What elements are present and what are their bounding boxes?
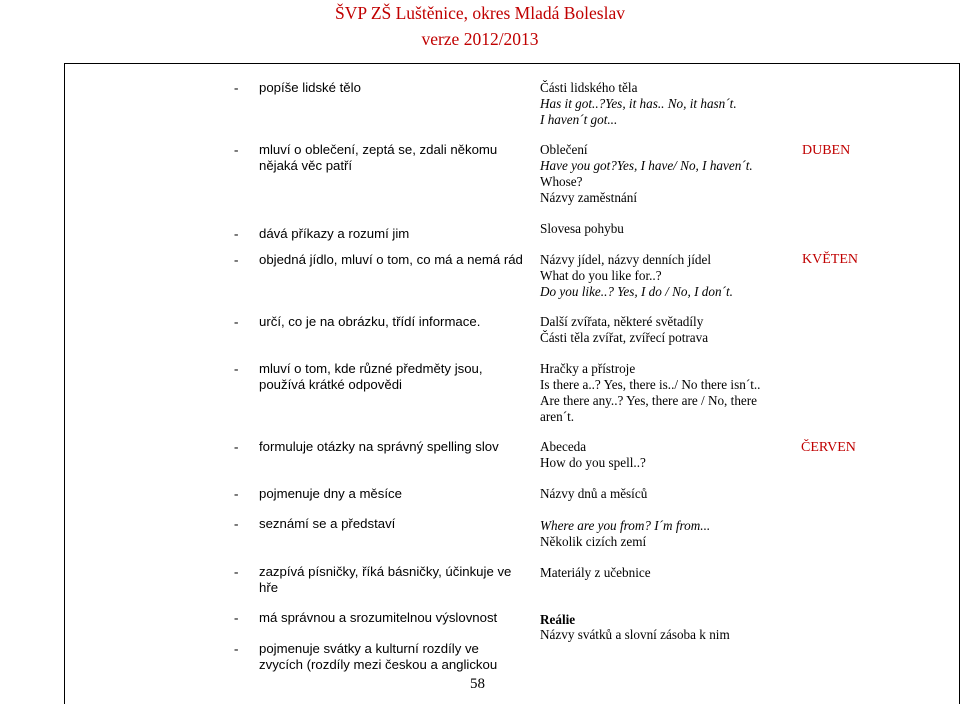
bullet-dash: - bbox=[234, 80, 239, 95]
month-label: ČERVEN bbox=[801, 440, 856, 455]
month-label: DUBEN bbox=[802, 143, 851, 158]
outcome-text: zazpívá písničky, říká básničky, účinkuje ve bbox=[259, 564, 512, 579]
school-year-version: verze 2012/2013 bbox=[421, 29, 539, 49]
topic-text: aren´t. bbox=[540, 409, 575, 424]
outcome-text: pojmenuje dny a měsíce bbox=[259, 486, 402, 501]
bullet-dash: - bbox=[234, 252, 239, 267]
topic-text: Části lidského těla bbox=[540, 80, 638, 95]
bullet-dash: - bbox=[234, 439, 239, 454]
topic-text: Části těla zvířat, zvířecí potrava bbox=[540, 330, 709, 345]
month-label: KVĚTEN bbox=[802, 252, 858, 267]
topic-text: Názvy dnů a měsíců bbox=[540, 486, 648, 501]
bullet-dash: - bbox=[234, 142, 239, 157]
topic-phrase: Do you like..? Yes, I do / No, I don´t. bbox=[540, 284, 733, 299]
outcome-text: dává příkazy a rozumí jim bbox=[259, 226, 410, 241]
page-number: 58 bbox=[470, 676, 485, 692]
outcome-text: formuluje otázky na správný spelling slov bbox=[259, 439, 499, 454]
topic-text: Názvy svátků a slovní zásoba k nim bbox=[540, 627, 730, 642]
bullet-dash: - bbox=[234, 641, 239, 656]
topic-text: Are there any..? Yes, there are / No, there bbox=[540, 393, 758, 408]
outcome-text: nějaká věc patří bbox=[259, 158, 353, 173]
topic-phrase: I haven´t got... bbox=[540, 112, 618, 127]
outcome-text: má správnou a srozumitelnou výslovnost bbox=[259, 610, 498, 625]
bullet-dash: - bbox=[234, 564, 239, 579]
topic-text: Materiály z učebnice bbox=[540, 565, 651, 580]
topic-text: Is there a..? Yes, there is../ No there isn´t.. bbox=[540, 377, 761, 392]
topic-phrase: Where are you from? I´m from... bbox=[540, 518, 711, 533]
topic-text: What do you like for..? bbox=[540, 268, 662, 283]
outcome-text: pojmenuje svátky a kulturní rozdíly ve bbox=[259, 641, 479, 656]
school-title: ŠVP ZŠ Luštěnice, okres Mladá Boleslav bbox=[334, 3, 625, 23]
topic-text: Několik cizích zemí bbox=[540, 534, 647, 549]
outcome-text: mluví o oblečení, zeptá se, zdali někomu bbox=[259, 142, 498, 157]
curriculum-table-frame bbox=[64, 63, 960, 704]
topic-text: How do you spell..? bbox=[540, 455, 646, 470]
outcome-text: popíše lidské tělo bbox=[259, 80, 361, 95]
outcome-text: určí, co je na obrázku, třídí informace. bbox=[259, 314, 481, 329]
outcome-text: seznámí se a představí bbox=[259, 516, 396, 531]
bullet-dash: - bbox=[234, 486, 239, 501]
topic-phrase: Has it got..?Yes, it has.. No, it hasn´t. bbox=[540, 96, 737, 111]
outcome-text: mluví o tom, kde různé předměty jsou, bbox=[259, 361, 483, 376]
outcome-text: hře bbox=[259, 580, 279, 595]
bullet-dash: - bbox=[234, 361, 239, 376]
topic-text: Názvy jídel, názvy denních jídel bbox=[540, 252, 712, 267]
topic-text: Hračky a přístroje bbox=[540, 361, 636, 376]
topic-text: Názvy zaměstnání bbox=[540, 190, 638, 205]
topic-text: Oblečení bbox=[540, 142, 588, 157]
outcome-text: zvycích (rozdíly mezi českou a anglickou bbox=[259, 657, 498, 672]
topic-heading: Reálie bbox=[540, 612, 576, 627]
topic-text: Whose? bbox=[540, 174, 583, 189]
topic-phrase: Have you got?Yes, I have/ No, I haven´t. bbox=[540, 158, 753, 173]
bullet-dash: - bbox=[234, 516, 239, 531]
topic-text: Další zvířata, některé světadíly bbox=[540, 314, 704, 329]
bullet-dash: - bbox=[234, 610, 239, 625]
outcome-text: používá krátké odpovědi bbox=[259, 377, 402, 392]
topic-text: Abeceda bbox=[540, 439, 587, 454]
outcome-text: objedná jídlo, mluví o tom, co má a nemá rád bbox=[259, 252, 523, 267]
bullet-dash: - bbox=[234, 314, 239, 329]
bullet-dash: - bbox=[234, 226, 239, 241]
topic-text: Slovesa pohybu bbox=[540, 221, 624, 236]
